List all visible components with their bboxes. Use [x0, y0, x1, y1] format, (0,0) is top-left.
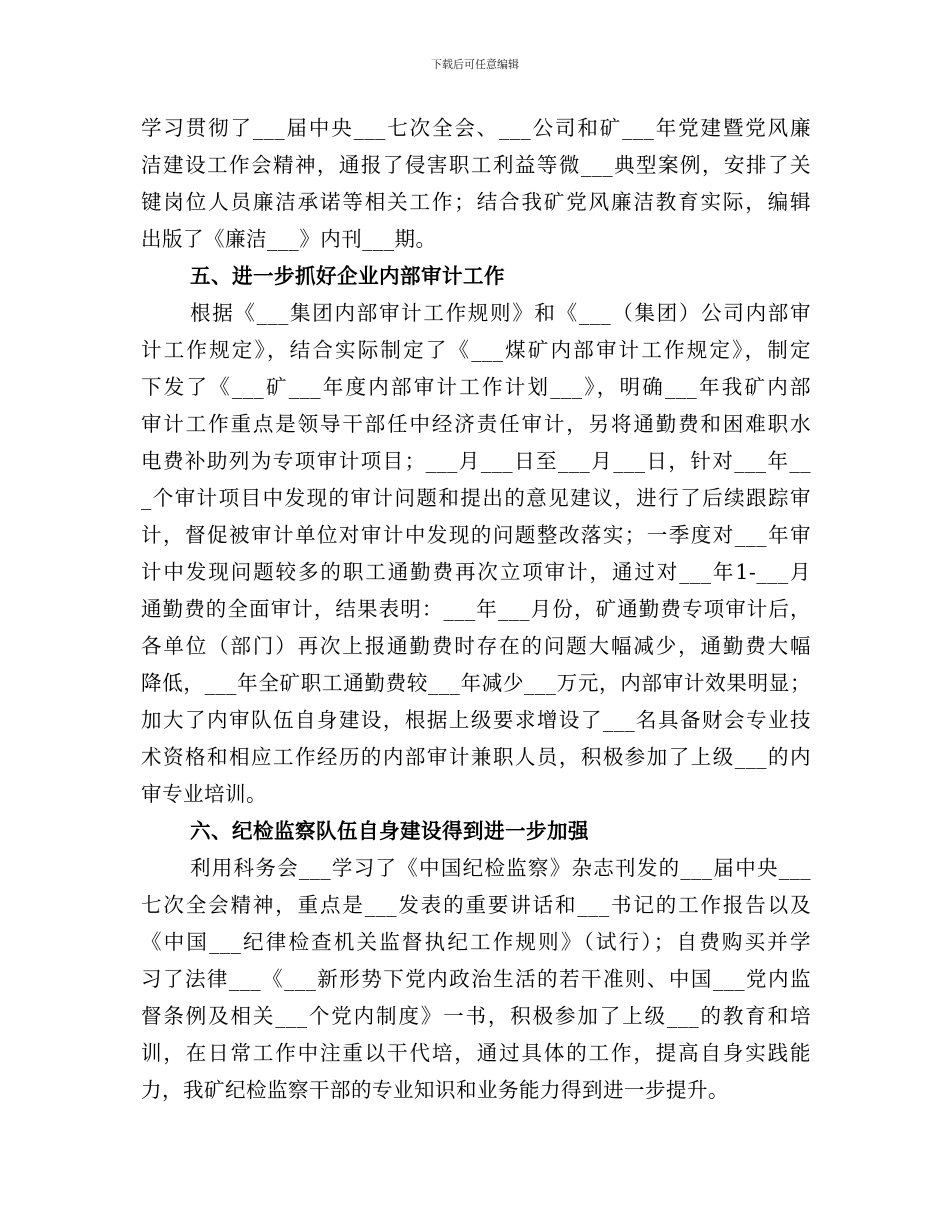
paragraph-line: 根据《___集团内部审计工作规则》和《___（集团）公司内部审	[190, 301, 811, 325]
paragraph-line: 计中发现问题较多的职工通勤费再次立项审计，通过对___年1-___月	[141, 560, 811, 584]
paragraph-line: 加大了内审队伍自身建设，根据上级要求增设了___名具备财会专业技	[141, 708, 811, 732]
paragraph-line: 计工作规定》，结合实际制定了《___煤矿内部审计工作规定》，制定	[141, 338, 811, 362]
paragraph-line: 习了法律___《___新形势下党内政治生活的若干准则、中国___党内监	[141, 967, 811, 991]
paragraph-line: 术资格和相应工作经历的内部审计兼职人员，积极参加了上级___的内	[141, 745, 811, 769]
paragraph-line: 下发了《___矿___年度内部审计工作计划___》，明确___年我矿内部	[141, 375, 811, 399]
section-heading: 六、纪检监察队伍自身建设得到进一步加强	[190, 819, 589, 843]
paragraph-line: 出版了《廉洁___》内刊___期。	[141, 227, 437, 251]
paragraph-line: 利用科务会___学习了《中国纪检监察》杂志刊发的___届中央___	[190, 856, 811, 880]
page-header: 下载后可任意编辑	[431, 58, 519, 71]
paragraph-line: 七次全会精神，重点是___发表的重要讲话和___书记的工作报告以及	[141, 893, 811, 917]
paragraph-line: 审专业培训。	[141, 782, 267, 806]
paragraph-line: 《中国___纪律检查机关监督执纪工作规则》（试行）；自费购买并学	[141, 930, 811, 954]
paragraph-line: 电费补助列为专项审计项目；___月___日至___月___日，针对___年__	[141, 449, 811, 473]
paragraph-line: 各单位（部门）再次上报通勤费时存在的问题大幅减少，通勤费大幅	[141, 634, 811, 658]
paragraph-line: 计，督促被审计单位对审计中发现的问题整改落实；一季度对___年审	[141, 523, 811, 547]
paragraph-line: 键岗位人员廉洁承诺等相关工作；结合我矿党风廉洁教育实际，编辑	[141, 190, 811, 214]
paragraph-line: 降低，___年全矿职工通勤费较___年减少___万元，内部审计效果明显；	[141, 671, 811, 695]
paragraph-line: _个审计项目中发现的审计问题和提出的意见建议，进行了后续跟踪审	[141, 486, 811, 510]
paragraph-line: 力，我矿纪检监察干部的专业知识和业务能力得到进一步提升。	[141, 1078, 729, 1102]
paragraph-line: 通勤费的全面审计，结果表明：___年___月份，矿通勤费专项审计后，	[141, 597, 811, 621]
paragraph-line: 洁建设工作会精神，通报了侵害职工利益等微___典型案例，安排了关	[141, 153, 811, 177]
paragraph-line: 审计工作重点是领导干部任中经济责任审计，另将通勤费和困难职水	[141, 412, 811, 436]
section-heading: 五、进一步抓好企业内部审计工作	[190, 264, 505, 288]
paragraph-line: 训，在日常工作中注重以干代培，通过具体的工作，提高自身实践能	[141, 1041, 811, 1065]
paragraph-line: 督条例及相关___个党内制度》一书，积极参加了上级___的教育和培	[141, 1004, 811, 1028]
paragraph-line: 学习贯彻了___届中央___七次全会、___公司和矿___年党建暨党风廉	[141, 116, 811, 140]
